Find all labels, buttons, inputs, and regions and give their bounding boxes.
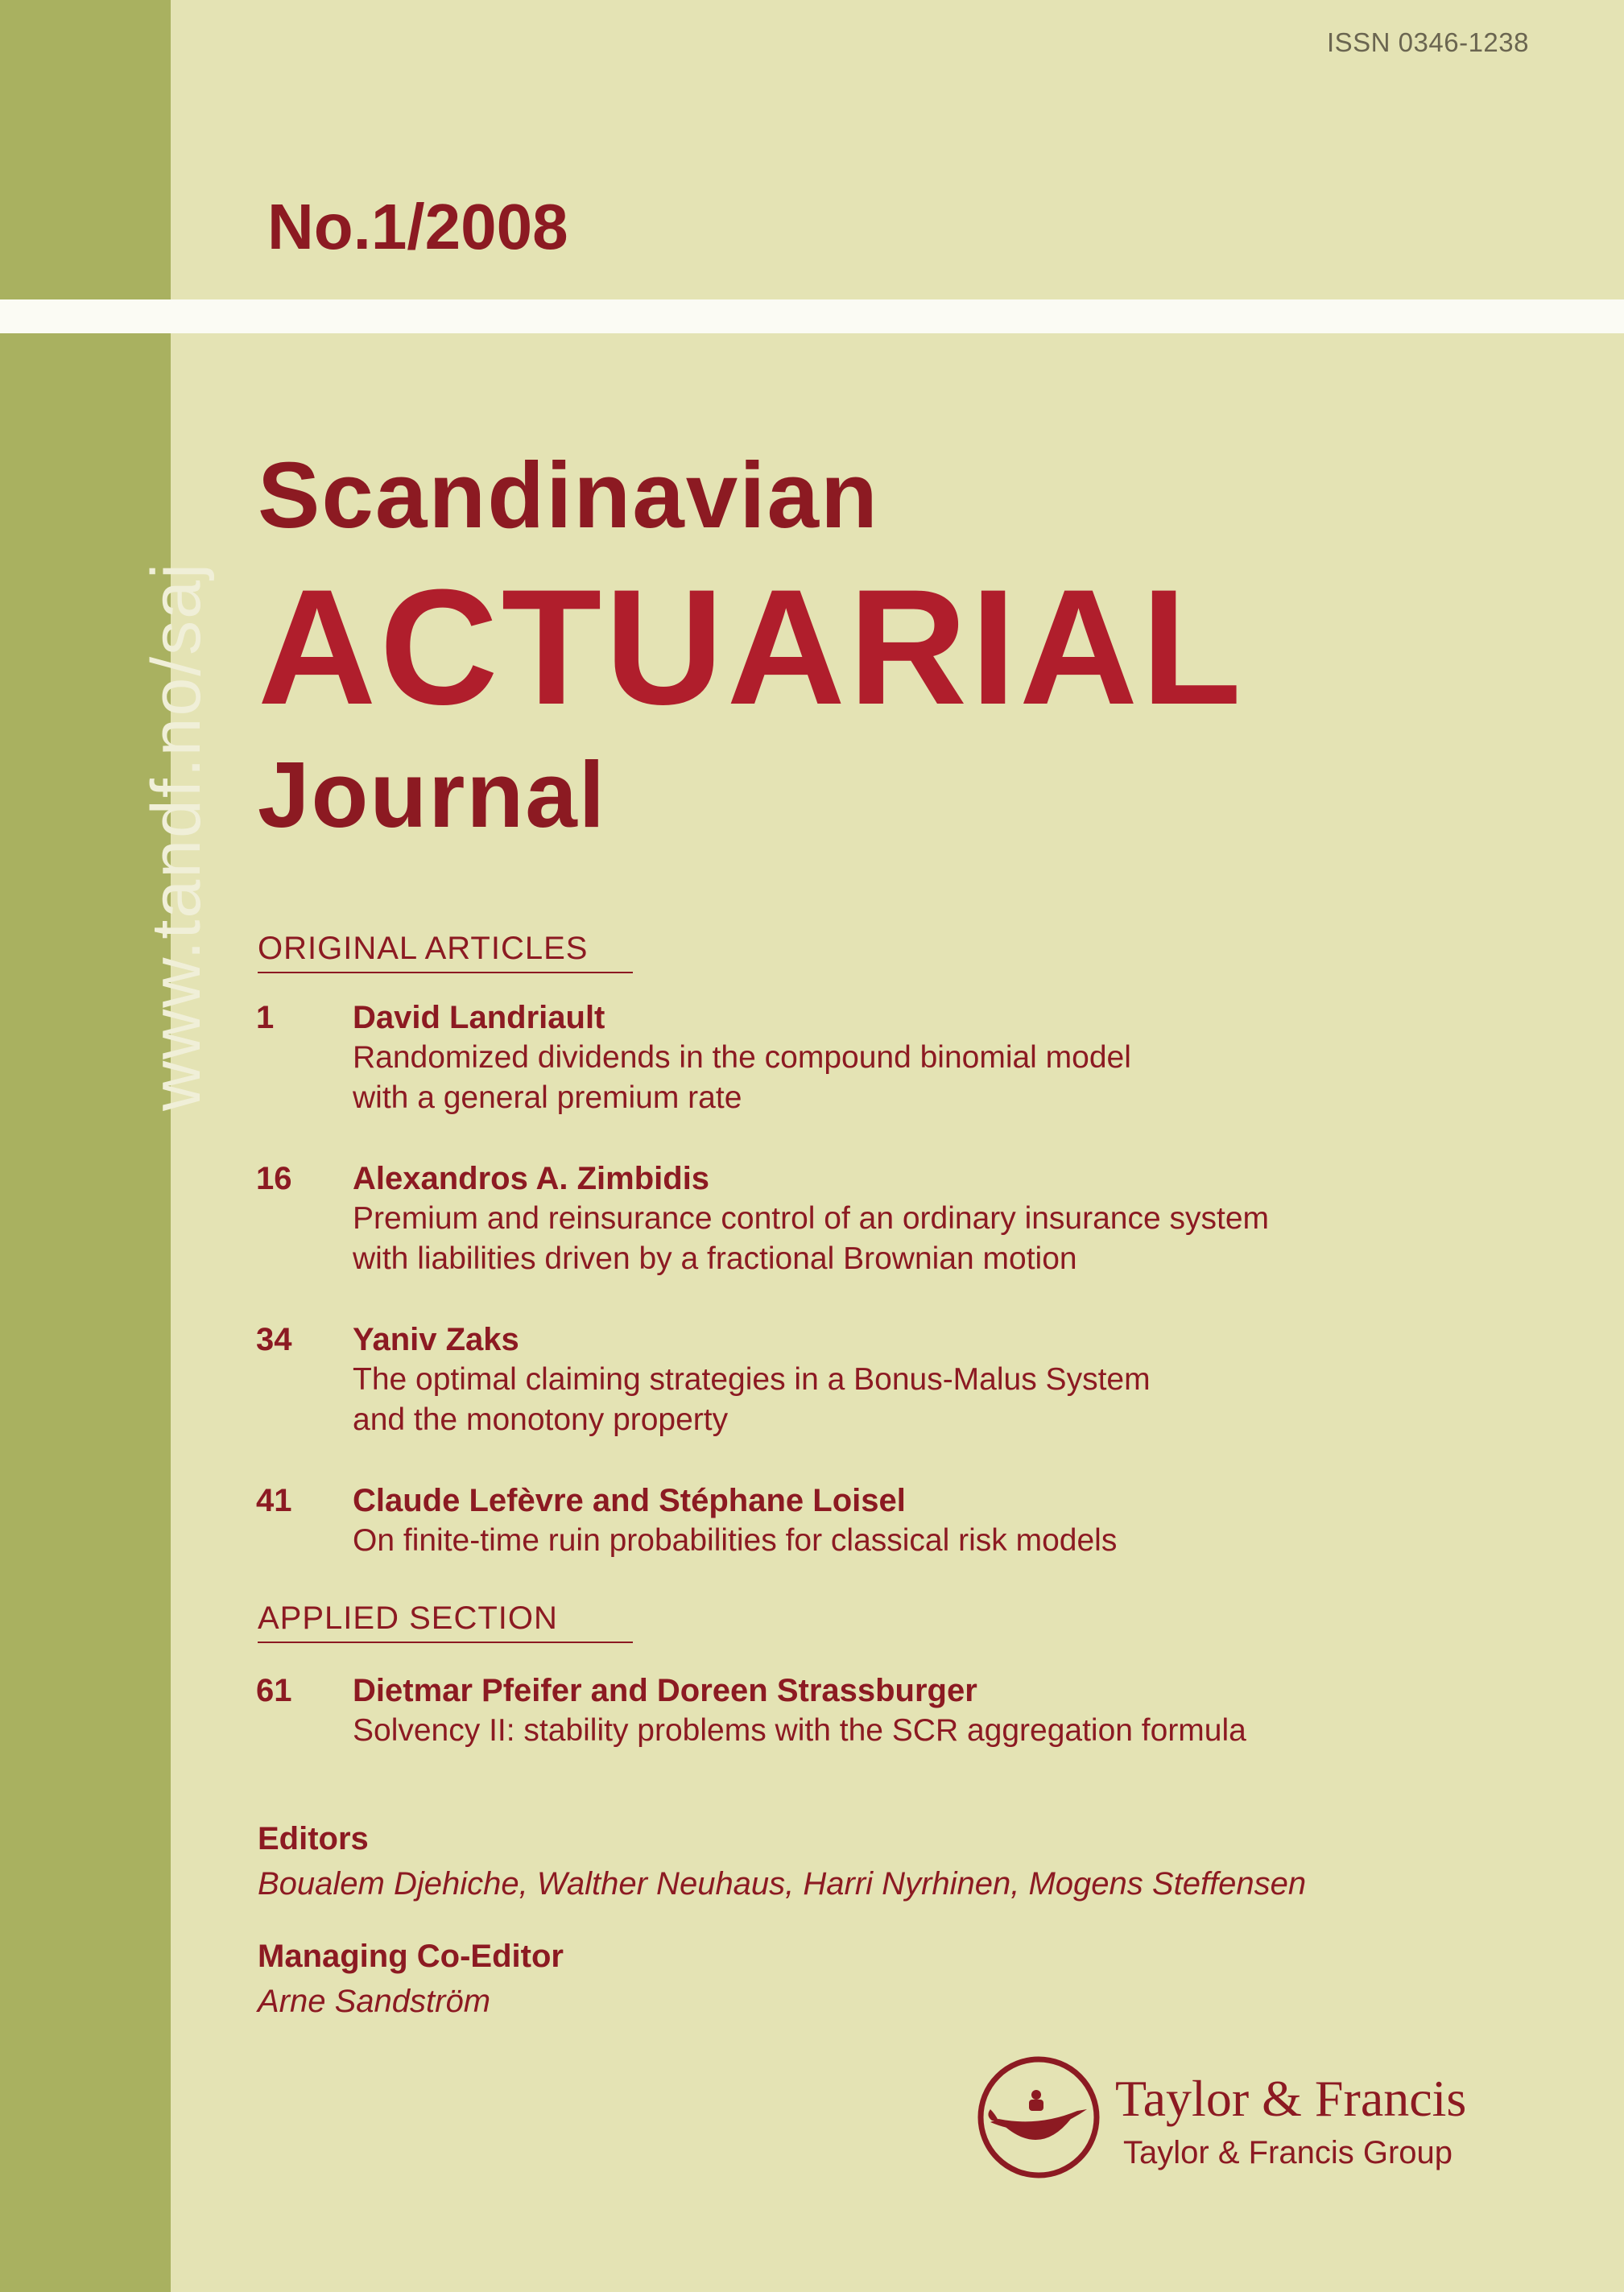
article-title-line: and the monotony property: [353, 1402, 729, 1437]
article-page: 61: [256, 1673, 292, 1708]
article-authors: Yaniv Zaks: [353, 1322, 519, 1357]
managing-editor-name: Arne Sandström: [258, 1984, 491, 2019]
article-authors: Dietmar Pfeifer and Doreen Strassburger: [353, 1673, 977, 1708]
managing-editor-label: Managing Co-Editor: [258, 1939, 564, 1974]
article-title-line: On finite-time ruin probabilities for classical risk models: [353, 1523, 1118, 1558]
article-page: 1: [256, 1000, 275, 1035]
article-authors: Alexandros A. Zimbidis: [353, 1161, 710, 1196]
article-authors: David Landriault: [353, 1000, 605, 1035]
publisher-lamp-logo-icon: [974, 2053, 1103, 2182]
journal-url: www.tandf.no/saj: [138, 561, 215, 1111]
publisher-group: Taylor & Francis Group: [1123, 2135, 1453, 2170]
section-applied: APPLIED SECTION: [258, 1600, 633, 1643]
article-page: 41: [256, 1483, 292, 1518]
article-title-line: with a general premium rate: [353, 1080, 742, 1115]
white-divider-band: [0, 299, 1624, 333]
article-page: 16: [256, 1161, 292, 1196]
title-line-journal: Journal: [258, 742, 606, 847]
article-title-line: Randomized dividends in the compound binomial model: [353, 1040, 1131, 1075]
article-title-line: Premium and reinsurance control of an ordinary insurance system: [353, 1201, 1270, 1236]
article-title-line: Solvency II: stability problems with the SCR aggregation formula: [353, 1713, 1246, 1748]
article-title-line: with liabilities driven by a fractional Brownian motion: [353, 1241, 1077, 1276]
article-title-line: The optimal claiming strategies in a Bonus-Malus System: [353, 1362, 1151, 1397]
issn: ISSN 0346-1238: [1326, 27, 1529, 57]
title-line-actuarial: ACTUARIAL: [258, 555, 1245, 739]
title-line-scandinavian: Scandinavian: [258, 443, 879, 547]
article-authors: Claude Lefèvre and Stéphane Loisel: [353, 1483, 906, 1518]
article-page: 34: [256, 1322, 292, 1357]
publisher-name: Taylor & Francis: [1115, 2070, 1467, 2127]
editors-names: Boualem Djehiche, Walther Neuhaus, Harri Nyrhinen, Mogens Steffensen: [258, 1866, 1307, 1902]
editors-label: Editors: [258, 1821, 369, 1856]
section-original-articles: ORIGINAL ARTICLES: [258, 931, 633, 973]
green-spine: [0, 0, 171, 2292]
issue-number: No.1/2008: [267, 191, 568, 262]
